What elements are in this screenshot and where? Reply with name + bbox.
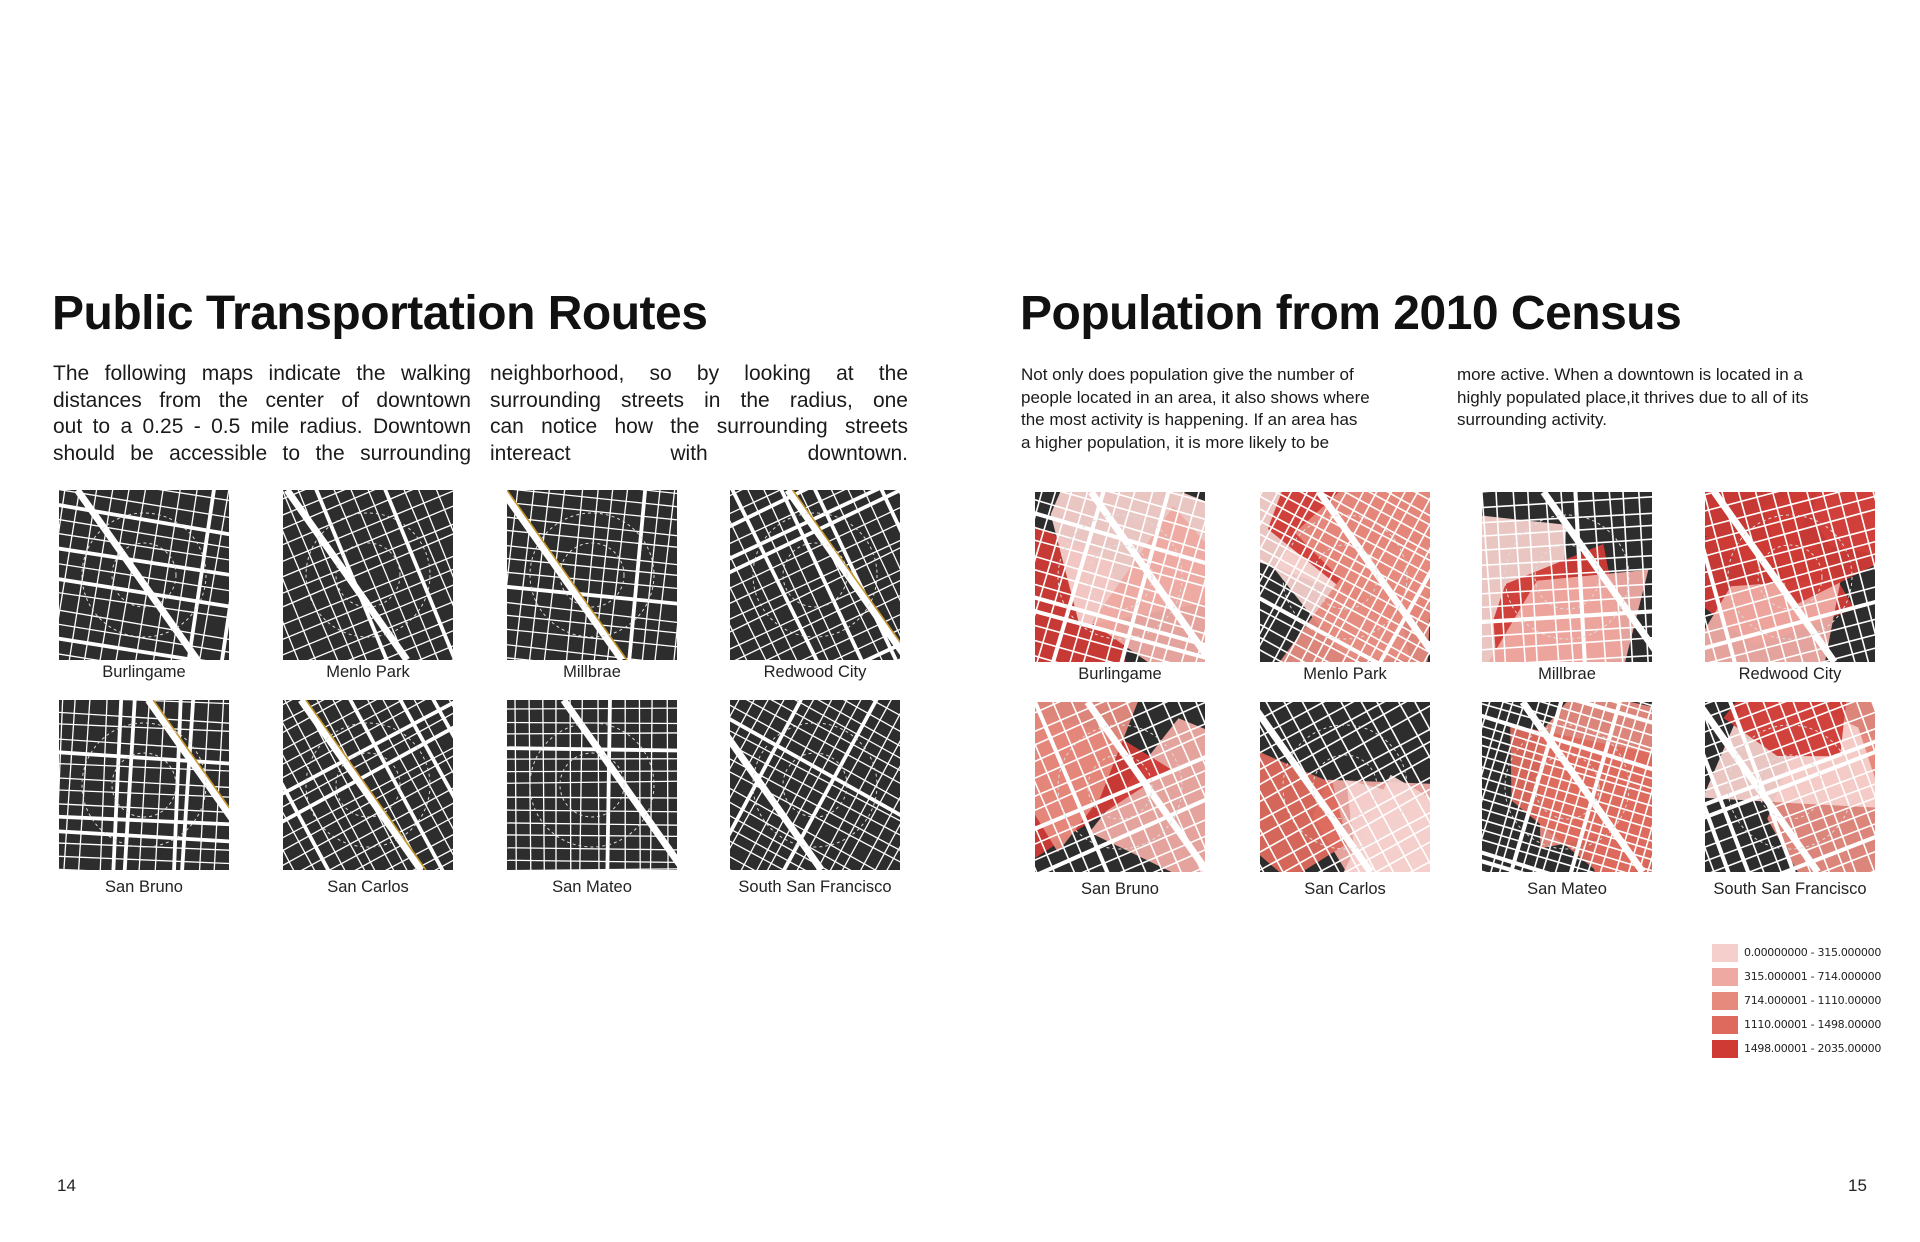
map-caption: Burlingame bbox=[1078, 665, 1162, 683]
page-title: Public Transportation Routes bbox=[52, 287, 708, 340]
map-caption: Millbrae bbox=[563, 663, 621, 681]
map-redwood-city bbox=[730, 490, 900, 660]
map-caption: San Bruno bbox=[1081, 880, 1159, 898]
legend-label: 1110.00001 - 1498.00000 bbox=[1744, 1018, 1882, 1031]
map-san-bruno bbox=[1035, 702, 1205, 872]
intro-text-col1: Not only does population give the number of people located in an area, it also shows where the most activity is happening. If an area has a higher population, it is more likely to be bbox=[1021, 365, 1370, 452]
map-south-san-francisco bbox=[1705, 702, 1875, 872]
map-caption: South San Francisco bbox=[1713, 880, 1867, 898]
map-caption: South San Francisco bbox=[738, 878, 892, 896]
map-graphic bbox=[1482, 492, 1652, 662]
map-graphic bbox=[730, 700, 900, 870]
legend-swatch bbox=[1712, 968, 1738, 986]
legend-swatch bbox=[1712, 1016, 1738, 1034]
map-caption: San Bruno bbox=[105, 878, 183, 896]
map-san-bruno bbox=[59, 700, 229, 870]
map-menlo-park bbox=[1260, 492, 1430, 662]
legend-entry bbox=[1712, 966, 1882, 986]
legend-entry bbox=[1712, 1014, 1882, 1034]
map-caption: San Carlos bbox=[327, 878, 409, 896]
map-graphic bbox=[59, 700, 229, 870]
map-caption: Burlingame bbox=[102, 663, 186, 681]
map-graphic bbox=[1482, 702, 1652, 872]
legend-swatch bbox=[1712, 992, 1738, 1010]
map-san-mateo bbox=[507, 700, 677, 870]
map-caption: San Mateo bbox=[1527, 880, 1607, 898]
map-san-carlos bbox=[1260, 702, 1430, 872]
page-number: 15 bbox=[1848, 1176, 1867, 1195]
map-menlo-park bbox=[283, 490, 453, 660]
legend-label: 315.000001 - 714.000000 bbox=[1744, 970, 1882, 983]
map-graphic bbox=[1260, 702, 1430, 872]
map-graphic bbox=[1035, 492, 1205, 662]
map-graphic bbox=[283, 700, 453, 870]
intro-text-col2: neighborhood, so by looking at the surrounding streets in the radius, one can notice how the surrounding streets intereact with downtown. bbox=[490, 362, 908, 465]
map-graphic bbox=[730, 490, 900, 660]
map-redwood-city bbox=[1705, 492, 1875, 662]
page-title: Population from 2010 Census bbox=[1020, 287, 1682, 340]
map-caption: Menlo Park bbox=[326, 663, 410, 681]
legend-swatch bbox=[1712, 1040, 1738, 1058]
map-graphic bbox=[1705, 492, 1875, 662]
map-millbrae bbox=[1482, 492, 1652, 662]
intro-text-col1: The following maps indicate the walking distances from the center of downtown out to a 0.25 - 0.5 mile radius. Downtown should be accessible to the surrounding bbox=[53, 362, 471, 465]
map-caption: San Mateo bbox=[552, 878, 632, 896]
map-burlingame bbox=[1035, 492, 1205, 662]
map-south-san-francisco bbox=[730, 700, 900, 870]
map-burlingame bbox=[59, 490, 229, 660]
page-number: 14 bbox=[57, 1176, 76, 1195]
map-caption: Menlo Park bbox=[1303, 665, 1387, 683]
map-millbrae bbox=[507, 490, 677, 660]
legend-entry bbox=[1712, 942, 1882, 962]
legend-entry bbox=[1712, 1038, 1882, 1058]
map-graphic bbox=[59, 490, 229, 660]
map-caption: Redwood City bbox=[763, 663, 867, 681]
map-caption: Millbrae bbox=[1538, 665, 1596, 683]
map-graphic bbox=[1705, 702, 1875, 872]
map-graphic bbox=[1035, 702, 1205, 872]
map-graphic bbox=[283, 490, 453, 660]
legend-label: 1498.00001 - 2035.00000 bbox=[1744, 1042, 1882, 1055]
map-graphic bbox=[507, 700, 677, 870]
legend-swatch bbox=[1712, 944, 1738, 962]
map-graphic bbox=[1260, 492, 1430, 662]
map-caption: San Carlos bbox=[1304, 880, 1386, 898]
map-caption: Redwood City bbox=[1738, 665, 1842, 683]
intro-text-col2: more active. When a downtown is located in a highly populated place,it thrives due to all of its surrounding activity. bbox=[1457, 365, 1809, 429]
map-san-mateo bbox=[1482, 702, 1652, 872]
legend-label: 0.00000000 - 315.000000 bbox=[1744, 946, 1882, 959]
legend-entry bbox=[1712, 990, 1882, 1010]
map-graphic bbox=[507, 490, 677, 660]
map-san-carlos bbox=[283, 700, 453, 870]
legend-label: 714.000001 - 1110.00000 bbox=[1744, 994, 1882, 1007]
